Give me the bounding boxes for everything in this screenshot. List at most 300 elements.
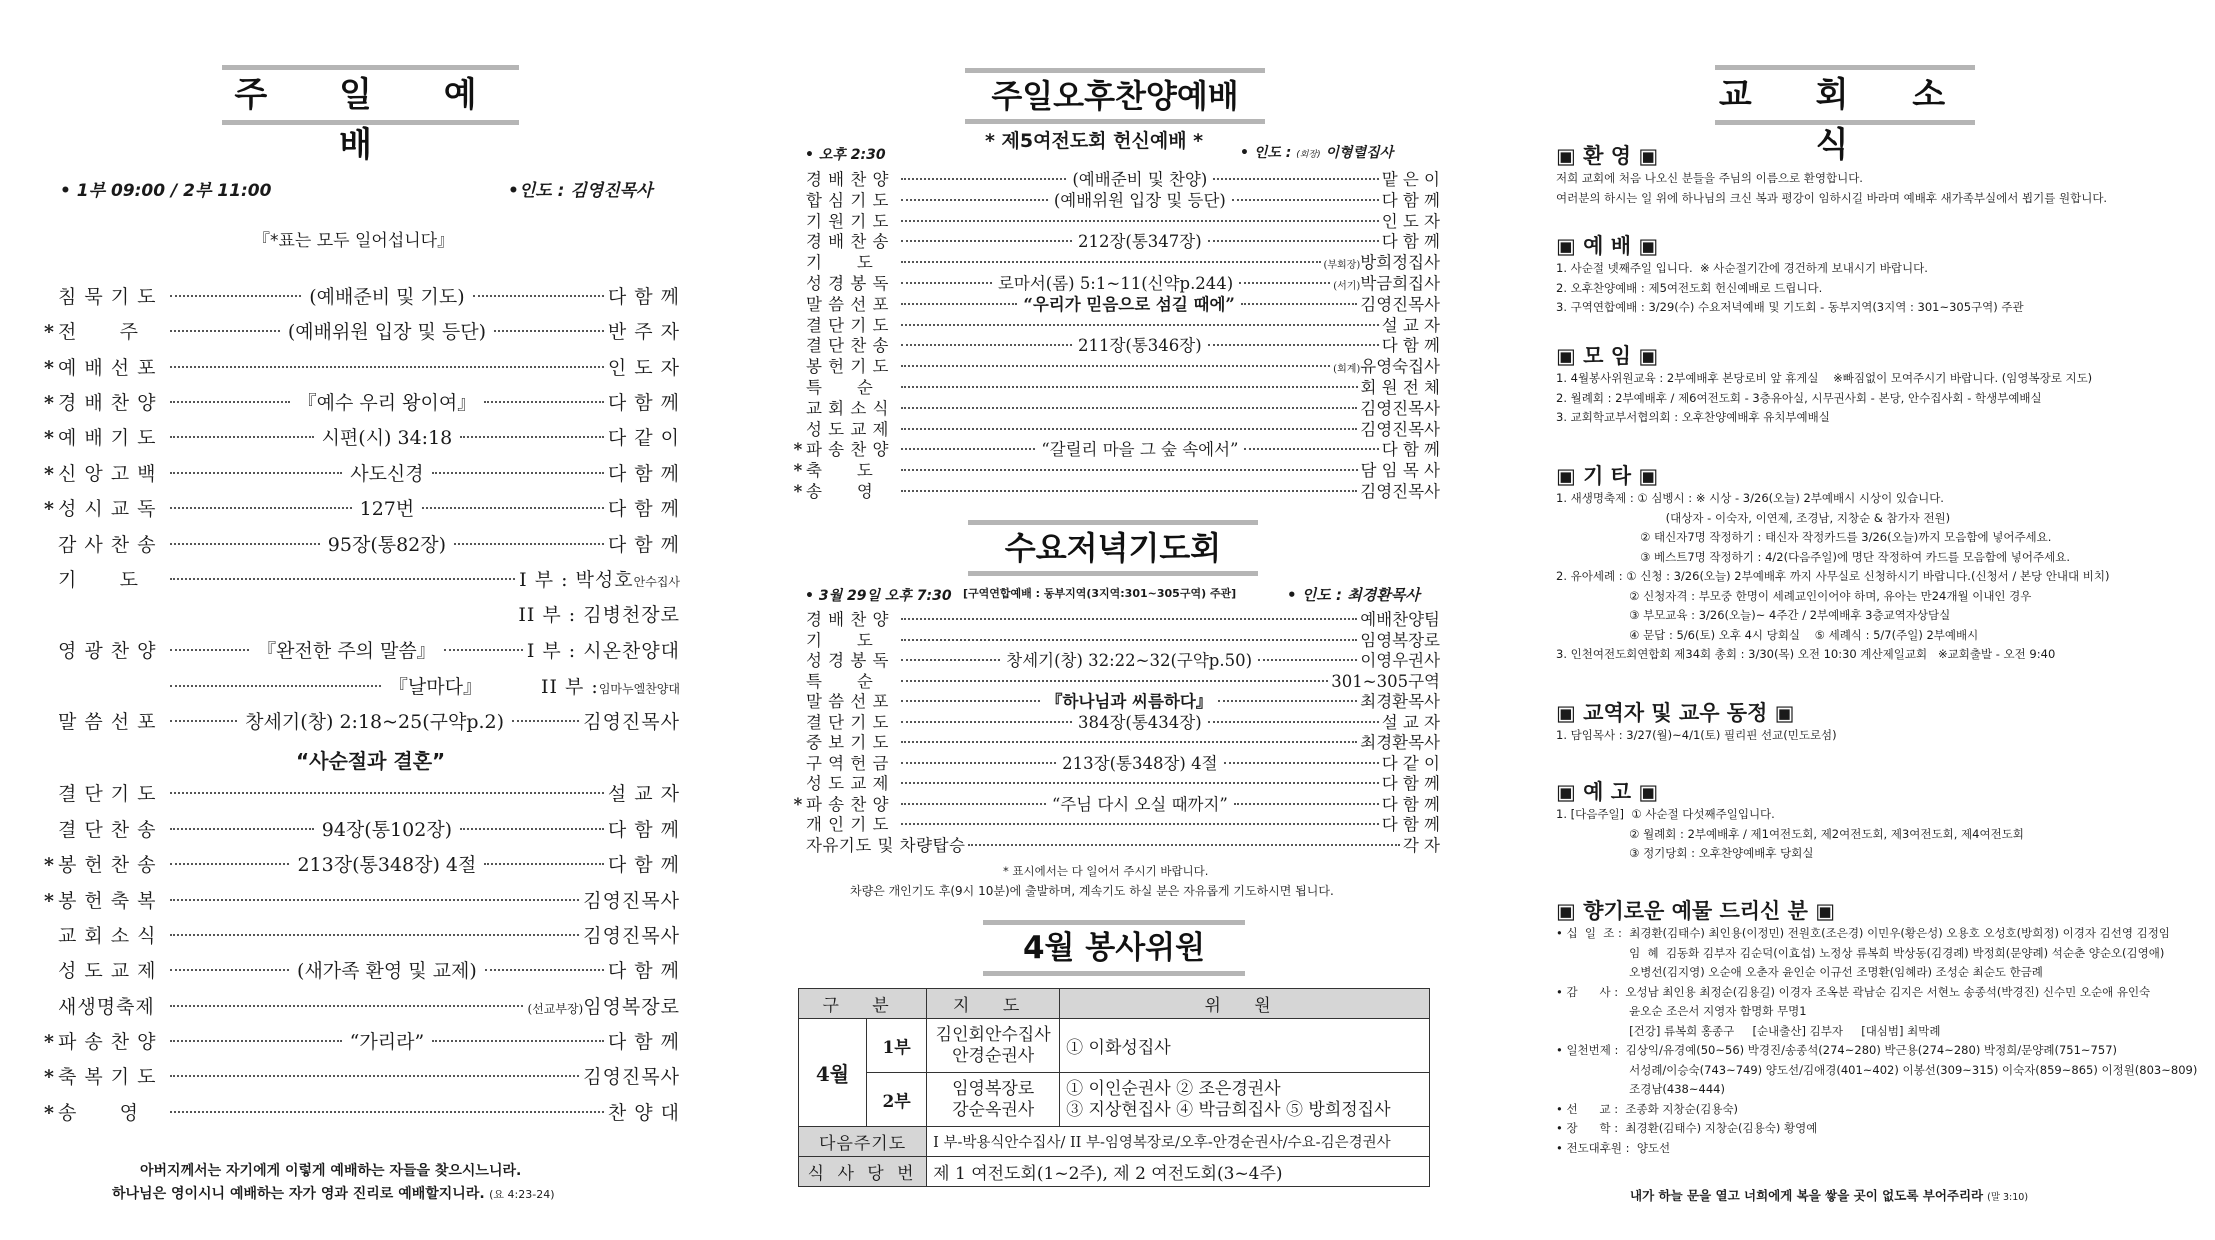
order-label: 봉 헌 찬 송 [58,854,157,876]
order-row [40,992,680,1019]
order-label: 성 도 교 제 [806,774,889,793]
order-person: 다 함 께 [1381,794,1440,814]
dotted-leader [901,490,1357,492]
order-person: 반 주 자 [607,321,681,343]
dotted-leader [170,828,314,830]
order-row [40,921,680,948]
news-line: 1. 새생명축제 : ① 심벵시 : ※ 시상 - 3/26(오늘) 2부예배시 시상이 있습니다. [1556,491,1944,505]
dotted-leader [170,578,515,580]
news-line: [건강] 류복희 홍종구 [순내출산] 김부자 [대심범] 최막례 [1556,1023,1941,1038]
order-label: 특 순 [806,671,874,691]
order-label: 기 도 [58,569,139,591]
order-content: 213장(통348장) 4절 [1062,753,1218,773]
news-line: 저희 교회에 처음 나오신 분들을 주님의 이름으로 환영합니다. [1556,171,1863,185]
table-header-division: 구 분 [799,989,927,1019]
order-row [40,530,680,557]
volunteer-table [798,988,1430,1187]
order-person: 인 도 자 [607,357,680,379]
table-part-2: 2부 [867,1073,927,1127]
part2-leader-b: 강순옥권사 [952,1099,1035,1120]
dotted-leader [901,178,1066,180]
table-header-members: 위 원 [1060,989,1430,1019]
order-row [40,707,680,734]
dotted-leader [901,448,1035,450]
order-row [40,886,680,913]
wednesday-time: • 3월 29일 오후 7:30 [805,588,952,604]
order-person: 인 도 자 [1381,211,1440,231]
stand-marker: * [793,794,803,814]
news-line: ② 월례회 : 2부예배후 / 제1여전도회, 제2여전도회, 제3여전도회, 제4여전도회 [1556,826,2024,841]
table-header-leader: 지 도 [927,989,1060,1019]
order-person: 회 원 전 체 [1360,378,1440,397]
order-label: 성 도 교 제 [58,960,157,982]
order-person: 임영복장로 [1360,630,1440,650]
order-content: 127번 [359,498,415,520]
next-week-prayer-label: 다음주기도 [799,1127,927,1157]
dotted-leader [484,863,603,865]
news-line: • 십 일 조 : 최경환(김태수) 최인용(이정민) 전원호(조은경) 이민우(황은성) 오용호 오성호(방희정) 이경자 김선영 김정임 [1556,926,2170,940]
dotted-leader [901,386,1358,388]
order-person: 다 함 께 [1381,815,1440,834]
dotted-leader [901,700,1040,702]
order-row [40,565,680,592]
dotted-leader [901,428,1357,430]
order-label: 결 단 찬 송 [806,336,889,356]
dotted-leader [170,472,342,474]
order-label: 경 배 찬 송 [806,232,889,252]
dotted-leader [901,220,1379,222]
dotted-leader [170,969,289,971]
stand-marker: * [793,440,803,460]
order-person: 유영숙집사 [1360,357,1440,377]
stand-marker: * [44,498,54,520]
stand-marker: * [44,854,54,876]
dotted-leader [901,324,1379,326]
dotted-leader [901,680,1328,682]
order-person: 최경환목사 [1360,692,1440,711]
order-label: 성 경 봉 독 [806,651,889,670]
dotted-leader [170,543,320,545]
order-label: 결 단 기 도 [806,712,889,732]
order-content: (새가족 환영 및 교제) [297,960,477,982]
news-line: 3. 인천여전도회연합회 제34회 총회 : 3/30(목) 오전 10:30 계산제일교회 ※교회출발 - 오전 9:40 [1556,647,2056,661]
news-line: 3. 교회학교부서협의회 : 오후찬양예배후 유치부예배실 [1556,410,1830,424]
news-line: 윤오순 조은서 지영자 함명화 무명1 [1556,1004,1807,1018]
part2-members-line2: ③ 지상현집사 ④ 박금희집사 ⑤ 방희정집사 [1066,1099,1391,1120]
order-label: 결 단 찬 송 [58,819,157,841]
order-person: 이영우권사 [1360,651,1441,670]
verse-ref: (요 4:23-24) [489,1188,555,1201]
order-person: 설 교 자 [1381,315,1440,335]
dotted-leader [901,782,1379,784]
order-row [790,832,1440,856]
news-line: 1. 4월봉사위원교육 : 2부예배후 본당로비 앞 휴게실 ※빠짐없이 모여주시기 바랍니다. (임영복장로 지도) [1556,371,2093,385]
dotted-leader [432,472,604,474]
order-person: 다 함 께 [1381,232,1440,252]
order-person: 다 함 께 [1381,336,1440,356]
news-line: ③ 정기당회 : 오후찬양예배후 당회실 [1556,846,1814,860]
order-person: 방희정집사 [1360,253,1440,273]
dotted-leader [170,685,381,687]
next-week-prayer-value: I 부-박용식안수집사/ II 부-임영복장로/오후-안경순권사/수요-김은경권사 [927,1127,1430,1157]
order-content: 창세기(창) 32:22~32(구약p.50) [1006,651,1253,670]
dotted-leader [1208,240,1379,242]
news-section-title: ▣ 예 고 ▣ [1556,780,1659,804]
order-label: 기 도 [806,253,874,273]
order-label: 경 배 찬 양 [58,392,157,414]
dotted-leader [422,507,604,509]
april-volunteers-title: 4월 봉사위원 [983,920,1245,976]
stand-marker: * [44,1031,54,1053]
stand-marker: * [44,463,54,485]
news-line: 2. 오후찬양예배 : 제5여전도회 헌신예배로 드립니다. [1556,280,1823,295]
role-note: 임마누엘찬양대 [598,682,680,696]
dotted-leader [901,303,1017,305]
order-row [40,317,680,344]
stand-marker: * [44,357,54,379]
dotted-leader [968,844,1399,846]
news-line: 오병선(김지영) 오순애 오춘자 윤인순 이규선 조명환(임혜라) 조성순 최순도 한금례 [1556,965,2043,979]
order-person: 예배찬양팀 [1360,610,1440,629]
dotted-leader [170,507,352,509]
order-person: 김영진목사 [1360,398,1440,418]
news-line: 1. 담임목사 : 3/27(월)~4/1(토) 필리핀 선교(민도로섬) [1556,728,1837,742]
order-row [40,815,680,842]
order-row [40,636,680,663]
dotted-leader [901,344,1072,346]
news-line: • 장 학 : 최경환(김태수) 지창순(김용숙) 황영예 [1556,1121,1818,1135]
order-label: 경 배 찬 양 [806,610,889,629]
stand-marker: * [44,1102,54,1124]
dotted-leader [1234,803,1379,805]
order-person: 김영진목사 [1360,294,1440,314]
role-note: (부회장) [1323,260,1361,272]
order-row [40,423,680,450]
order-label: 예 배 기 도 [58,427,157,449]
dotted-leader [512,720,579,722]
dotted-leader [901,618,1357,620]
order-row [40,779,680,806]
dotted-leader [1241,303,1357,305]
bottom-verse-wrap [1630,1186,2028,1204]
order-label: 중 보 기 도 [806,733,889,752]
stand-note-2: * 표시에서는 다 일어서 주시기 바랍니다. [1003,864,1209,878]
wednesday-title: 수요저녁기도회 [968,520,1258,576]
order-person: 맡 은 이 [1381,170,1440,189]
dotted-leader [473,295,604,297]
news-line: • 일천번제 : 김상익/유경예(50~56) 박경진/송종석(274~280) 박근용(274~280) 박정희/문양례(751~757) [1556,1043,2117,1057]
news-line: 3. 구역연합예배 : 3/29(수) 수요저녁예배 및 기도회 - 동부지역(3지역 : 301~305구역) 주관 [1556,300,2024,314]
order-row [40,956,680,983]
order-content: (예배위원 입장 및 등단) [1053,190,1226,210]
dotted-leader [1244,448,1378,450]
order-person: 설 교 자 [607,783,680,805]
service-leader: •인도 : 김영진목사 [508,181,653,201]
table-part-1-leader [927,1019,1060,1073]
news-line: 여러분의 하시는 일 위에 하나님의 크신 복과 평강이 임하시길 바라며 예배후 새가족부실에서 뵙기를 원합니다. [1556,190,2108,205]
dotted-leader [901,469,1358,471]
verse-line-1: 아버지께서는 자기에게 이렇게 예배하는 자들을 찾으시느니라. [140,1163,522,1179]
dotted-leader [444,649,523,651]
dotted-leader [901,240,1072,242]
order-row [40,282,680,309]
order-label: 봉 헌 축 복 [58,890,157,912]
dotted-leader [901,639,1357,641]
dotted-leader [901,741,1357,743]
news-line: ② 태신자7명 작정하기 : 태신자 작정카드를 3/26(오늘)까지 모음함에 넣어주세요. [1556,530,2052,544]
order-row [40,600,680,627]
dotted-leader [901,282,992,284]
order-label: 말 씀 선 포 [806,692,889,711]
order-content: 로마서(롬) 5:1~11(신약p.244) [997,274,1234,293]
meal-duty-label: 식 사 당 번 [799,1157,927,1187]
order-person: 찬 양 대 [607,1102,680,1124]
order-content: 『예수 우리 왕이여』 [297,392,477,414]
order-content: 212장(통347장) [1078,232,1202,252]
afternoon-leader-role: (회장) [1296,150,1321,160]
news-section-title: ▣ 모 임 ▣ [1556,344,1659,368]
order-person: 다 함 께 [607,392,680,414]
order-label: 송 영 [806,482,874,501]
order-person: 김영진목사 [1360,419,1440,439]
dotted-leader [454,543,604,545]
dotted-leader [432,1040,604,1042]
dotted-leader [901,365,1330,367]
table-part-2-leader [927,1073,1060,1127]
order-label: 말 씀 선 포 [58,711,157,733]
order-label: 말 씀 선 포 [806,294,889,314]
dotted-leader [170,792,604,794]
order-label: 합 심 기 도 [806,190,889,210]
order-content: (예배준비 및 기도) [309,286,465,308]
order-label: 파 송 찬 양 [58,1031,157,1053]
dotted-leader [170,863,289,865]
part2-leader-a: 임영복장로 [952,1078,1035,1099]
afternoon-subtitle: * 제5여전도회 헌신예배 * [985,130,1204,152]
order-label: 전 주 [58,321,139,343]
verse-line-2: 하나님은 영이시니 예배하는 자가 영과 진리로 예배할지니라. [112,1186,485,1202]
dotted-leader [1208,721,1379,723]
part1-leader-a: 김인회안수집사 [935,1024,1051,1045]
dotted-leader [170,366,604,368]
order-content: 211장(통346장) [1078,336,1202,356]
order-label: 파 송 찬 양 [806,440,889,460]
order-person: 김영진목사 [583,925,680,947]
order-person: 다 함 께 [1381,440,1440,460]
news-line: 조경남(438~444) [1556,1082,1725,1096]
order-person: 최경환목사 [1360,733,1440,752]
order-content: (예배위원 입장 및 등단) [287,321,486,343]
order-person: 다 함 께 [607,819,680,841]
dotted-leader [1213,178,1378,180]
news-line: ③ 베스트7명 작정하기 : 4/2(다음주일)에 명단 작정하여 카드를 모음함에 넣어주세요. [1556,549,2070,564]
bottom-verse-ref: (말 3:10) [1987,1192,2029,1203]
news-line: ④ 문답 : 5/6(토) 오후 4시 당회실 ⑤ 세례식 : 5/7(주일) 2부예배시 [1556,627,1979,642]
order-label: 새생명축제 [58,996,155,1018]
order-person: 다 함 께 [1381,774,1440,793]
order-label: 신 앙 고 백 [58,463,157,485]
order-row [40,1098,680,1125]
order-label: 기 도 [806,630,874,650]
service-time: • 1부 09:00 / 2부 11:00 [60,181,272,201]
dotted-leader [170,649,249,651]
order-person: 다 함 께 [1381,190,1440,210]
order-content: “갈릴리 마을 그 숲 속에서” [1041,440,1239,460]
order-person: 다 함 께 [607,463,681,485]
order-person: 박금희집사 [1360,274,1441,293]
order-person: 다 함 께 [607,960,680,982]
church-news-title: 교 회 소 식 [1715,65,1975,125]
news-line: ③ 부모교육 : 3/26(오늘)~ 4주간 / 2부예배후 3층교역자상담실 [1556,608,1951,622]
dotted-leader [170,295,301,297]
stand-marker: * [44,392,54,414]
order-label: 성 도 교 제 [806,419,889,439]
dotted-leader [901,803,1046,805]
dotted-leader [901,659,1000,661]
order-content: “우리가 믿음으로 섬길 때에” [1023,294,1235,314]
vehicle-note: 차량은 개인기도 후(9시 10분)에 출발하며, 계속기도 하실 분은 자유롭게 기도하시면 됩니다. [850,884,1334,898]
order-person: I 부 : 시온찬양대 [526,640,680,662]
table-month: 4월 [799,1019,867,1127]
order-row [790,478,1440,502]
dotted-leader [170,1075,579,1077]
stand-marker: * [44,890,54,912]
order-label: 경 배 찬 양 [806,170,889,189]
news-section-title: ▣ 향기로운 예물 드리신 분 ▣ [1556,899,1836,923]
dotted-leader [170,1005,523,1007]
dotted-leader [1239,282,1330,284]
order-label: 기 원 기 도 [806,211,889,231]
table-part-2-members [1060,1073,1430,1127]
news-line: 2. 월례회 : 2부예배후 / 제6여전도회 - 3층유아실, 시무권사회 - 본당, 안수집사회 - 학생부예배실 [1556,390,2042,405]
order-person: I 부 : 박성호 [519,569,634,591]
wednesday-note: [구역연합예배 : 동부지역(3지역:301~305구역) 주관] [963,587,1237,600]
dotted-leader [901,199,1048,201]
afternoon-time: • 오후 2:30 [805,147,886,163]
news-section-title: ▣ 환 영 ▣ [1556,144,1659,168]
news-line: 서성례/이승숙(743~749) 양도선/김애경(401~402) 이봉선(309~315) 이숙자(859~865) 이정원(803~809) [1556,1062,2198,1077]
table-part-1: 1부 [867,1019,927,1073]
bottom-verse: 내가 하늘 문을 열고 너희에게 복을 쌓을 곳이 없도록 부어주리라 [1630,1188,1984,1203]
dotted-leader [460,436,604,438]
order-label: 구 역 헌 금 [806,753,889,773]
order-label: 파 송 찬 양 [806,794,889,814]
order-person: II 부 : [540,676,599,698]
order-content: 213장(통348장) 4절 [297,854,477,876]
stand-marker: * [793,482,803,501]
dotted-leader [460,828,604,830]
order-content: 94장(통102장) [321,819,453,841]
news-line: 임 혜 김동화 김부자 김순덕(이효섭) 노정상 류복희 박상동(김경례) 박정희(문양례) 석순춘 양순오(김영애) [1556,945,2165,960]
order-person: 다 함 께 [607,286,681,308]
news-section-title: ▣ 기 타 ▣ [1556,464,1659,488]
order-person: 김영진목사 [1360,482,1440,501]
news-line: • 선 교 : 조종화 지창순(김용숙) [1556,1101,1739,1116]
order-label: 감 사 찬 송 [58,534,157,556]
order-person: 김영진목사 [583,1066,680,1088]
news-line: 2. 유아세례 : ① 신청 : 3/26(오늘) 2부예배후 까지 사무실로 신청하시기 바랍니다.(신청서 / 본당 안내대 비치) [1556,569,2110,583]
sunday-worship-title: 주 일 예 배 [222,65,519,125]
role-note: (회계) [1333,364,1361,376]
order-row [40,1062,680,1089]
order-content: 『날마다』 [388,676,482,698]
order-person: 다 함 께 [607,534,680,556]
dotted-leader [1232,199,1379,201]
order-content: 시편(시) 34:18 [321,427,453,449]
dotted-leader [1208,344,1379,346]
order-label: 결 단 기 도 [806,315,889,335]
order-label: 봉 헌 기 도 [806,357,889,377]
dotted-leader [901,721,1072,723]
dotted-leader [170,899,579,901]
order-content: 창세기(창) 2:18~25(구약p.2) [245,711,505,733]
dotted-leader [1218,700,1357,702]
dotted-leader [901,261,1321,263]
dotted-leader [170,436,314,438]
news-section-title: ▣ 예 배 ▣ [1556,234,1659,258]
order-content: (예배준비 및 찬양) [1072,170,1208,189]
stand-note: 『*표는 모두 일어섭니다』 [253,231,455,251]
dotted-leader [170,1040,342,1042]
order-label: 축 도 [806,461,874,481]
dotted-leader [170,934,579,936]
role-note: (선교부장) [527,1002,584,1016]
order-row [40,1027,680,1054]
order-label: 자유기도 및 차량탑승 [806,835,966,855]
stand-marker: * [44,1066,54,1088]
wednesday-leader: • 인도 : 최경환목사 [1287,586,1420,604]
dotted-leader [170,720,237,722]
order-label: 예 배 선 포 [58,357,157,379]
news-line: • 감 사 : 오성남 최인용 최정순(김용길) 이경자 조옥분 곽남순 김지은 서현노 송종석(박경진) 신수민 오순애 유인숙 [1556,984,2151,999]
dotted-leader [901,407,1357,409]
dotted-leader [901,823,1379,825]
afternoon-leader-wrap [1240,142,1393,162]
news-line: 1. [다음주일] ① 사순절 다섯째주일입니다. [1556,807,1775,821]
news-line: (대상자 - 이숙자, 이연제, 조경남, 지창순 & 참가자 전원) [1556,510,1951,525]
order-row [40,388,680,415]
order-content: 『하나님과 씨름하다』 [1046,692,1213,711]
meal-duty-value: 제 1 여전도회(1~2주), 제 2 여전도회(3~4주) [927,1157,1430,1187]
order-person: 다 함 께 [607,1031,680,1053]
order-person: 다 같 이 [607,427,680,449]
order-content: 95장(통82장) [327,534,447,556]
role-note: (서기) [1333,281,1361,292]
dotted-leader [170,401,290,403]
part1-leader-b: 안경순권사 [952,1045,1035,1066]
order-label: 축 복 기 도 [58,1066,157,1088]
order-person: 301~305구역 [1331,671,1440,691]
order-label: 영 광 찬 양 [58,640,157,662]
afternoon-leader-prefix: • 인도 : [1240,145,1297,161]
order-label: 교 회 소 식 [806,398,889,418]
order-label: 개 인 기 도 [806,815,889,834]
order-person: 다 같 이 [1381,753,1440,773]
order-content: “가리라” [349,1031,425,1053]
stand-marker: * [44,321,54,343]
news-line: • 전도대후원 : 양도선 [1556,1140,1671,1155]
order-row [40,353,680,380]
order-person: 김영진목사 [583,890,680,912]
order-content: 사도신경 [350,463,424,485]
order-person: 각 자 [1402,835,1440,855]
order-row [40,494,680,521]
order-label: 침 묵 기 도 [58,286,157,308]
order-label: 특 순 [806,378,874,397]
order-content: “주님 다시 오실 때까지” [1051,794,1228,814]
role-note: 안수집사 [633,575,680,589]
order-person: 설 교 자 [1381,712,1440,732]
